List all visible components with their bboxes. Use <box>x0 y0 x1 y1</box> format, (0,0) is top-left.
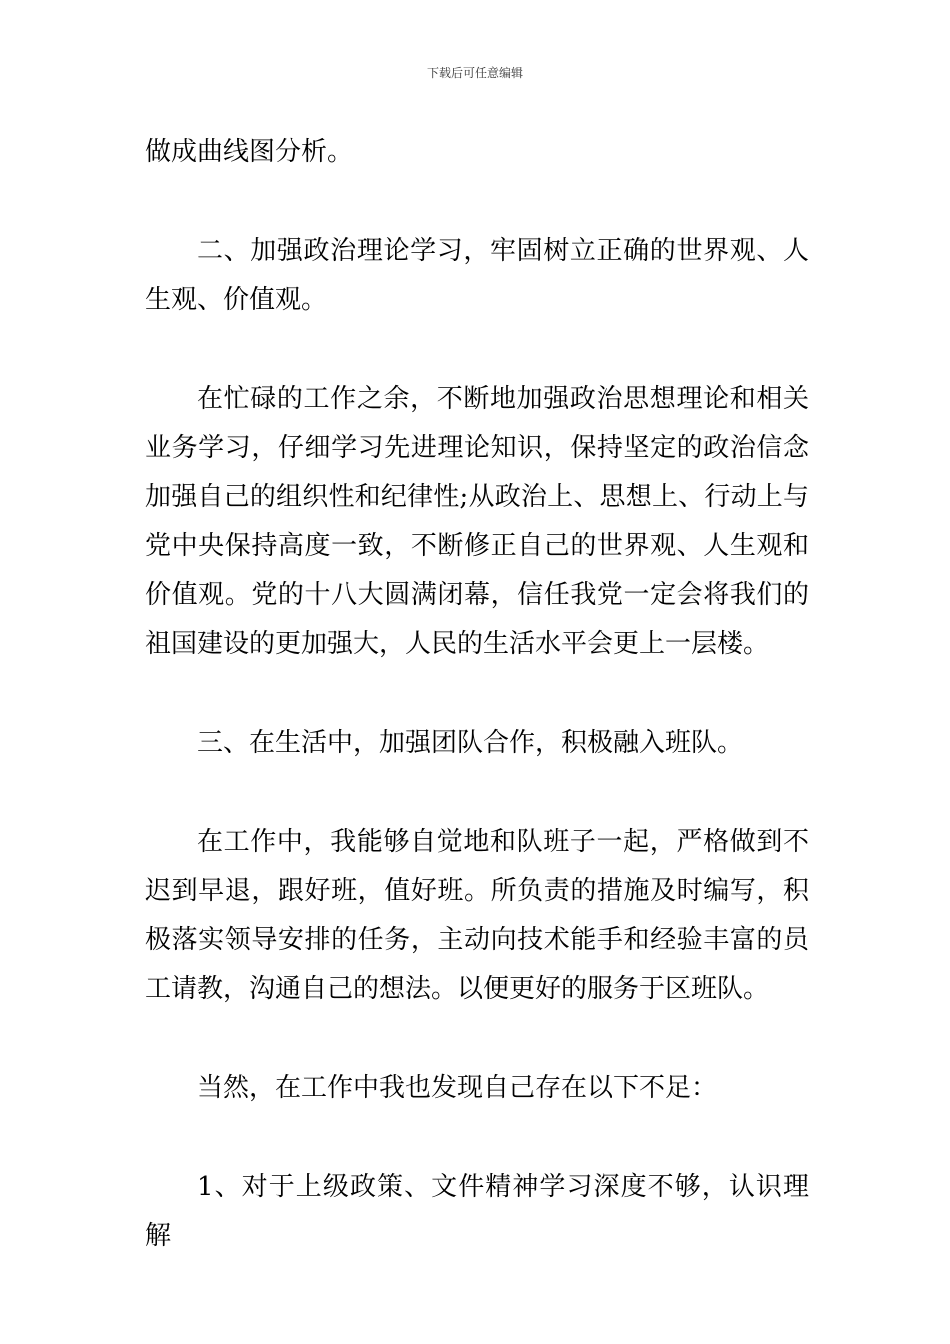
paragraph-7: 1、对于上级政策、文件精神学习深度不够，认识理解 <box>145 1172 809 1251</box>
document-body <box>145 128 809 1261</box>
paragraph-6: 当然，在工作中我也发现自己存在以下不足： <box>197 1073 718 1103</box>
paragraph-gap <box>145 325 809 375</box>
paragraph-gap <box>145 177 809 227</box>
paragraph-2-heading: 二、加强政治理论学习，牢固树立正确的世界观、人生观、价值观。 <box>145 236 809 315</box>
page-header: 下载后可任意编辑 <box>426 66 523 80</box>
paragraph-gap <box>145 1113 809 1163</box>
paragraph-gap <box>145 768 809 818</box>
paragraph-3: 在忙碌的工作之余，不断地加强政治思想理论和相关业务学习，仔细学习先进理论知识，保持坚定的政治信念加强自己的组织性和纪律性;从政治上、思想上、行动上与党中央保持高度一致，不断修正自己的世界观、人生观和价值观。党的十八大圆满闭幕，信任我党一定会将我们的祖国建设的更加强大，人民的生活水平会更上一层楼。 <box>145 384 809 659</box>
paragraph-4-heading: 三、在生活中，加强团队合作，积极融入班队。 <box>197 728 744 758</box>
paragraph-1: 做成曲线图分析。 <box>145 137 354 167</box>
paragraph-gap <box>145 669 809 719</box>
paragraph-5: 在工作中，我能够自觉地和队班子一起，严格做到不迟到早退，跟好班，值好班。所负责的措施及时编写，积极落实领导安排的任务，主动向技术能手和经验丰富的员工请教，沟通自己的想法。以便更好的服务于区班队。 <box>145 827 809 1004</box>
paragraph-gap <box>145 1014 809 1064</box>
